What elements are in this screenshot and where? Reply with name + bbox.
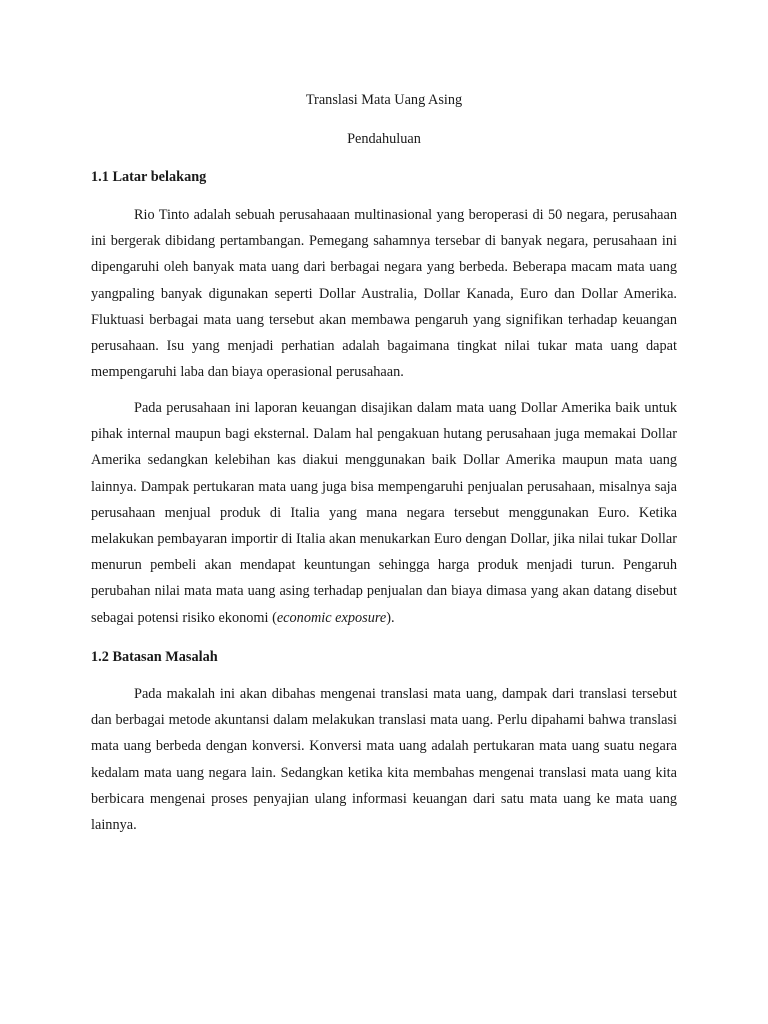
paragraph-italic-term: economic exposure: [276, 609, 387, 626]
paragraph-rio-tinto: Rio Tinto adalah sebuah perusahaaan multinasional yang beroperasi di 50 negara, perusahaan ini bergerak dibidang pertambangan. Pemegang sahamnya tersebar di banyak negara, perusahaan ini dipengaruhi oleh banyak mata uang dari berbagai negara yang berbeda. Beberapa macam mata uang yangpaling banyak digunakan seperti Dollar Australia, Dollar Kanada, Euro dan Dollar Amerika. Fluktuasi berbagai mata uang tersebut akan membawa pengaruh yang signifikan terhadap keuangan perusahaan. Isu yang menjadi perhatian adalah bagaimana tingkat nilai tukar mata uang dapat mempengaruhi laba dan biaya operasional perusahaan.: [91, 207, 677, 381]
section-heading-batasan-masalah: 1.2 Batasan Masalah: [91, 649, 218, 665]
paragraph-text: Pada perusahaan ini laporan keuangan disajikan dalam mata uang Dollar Amerika baik untuk pihak internal maupun bagi eksternal. Dalam hal pengakuan hutang perusahaan juga memakai Dollar Amerika sedangkan kelebihan kas diakui menggunakan baik Dollar Amerika maupun mata uang lainnya. Dampak pertukaran mata uang juga bisa mempengaruhi penjualan perusahaan, misalnya saja perusahaan menjual produk di Italia yang mana negara tersebut menggunakan Euro. Ketika melakukan pembayaran importir di Italia akan menukarkan Euro dengan Dollar, jika nilai tukar Dollar menurun pembeli akan mendapat keuntungan sehingga harga produk menjadi turun. Pengaruh perubahan nilai mata mata uang asing terhadap penjualan dan biaya dimasa yang akan datang disebut sebagai potensi risiko ekonomi (: [91, 400, 677, 626]
document-subtitle: Pendahuluan: [347, 131, 421, 147]
paragraph-text-end: ).: [386, 609, 395, 626]
document-title: Translasi Mata Uang Asing: [305, 92, 463, 108]
section-heading-latar-belakang: 1.1 Latar belakang: [91, 169, 207, 185]
paragraph-makalah: Pada makalah ini akan dibahas mengenai translasi mata uang, dampak dari translasi tersebut dan berbagai metode akuntansi dalam melakukan translasi mata uang. Perlu dipahami bahwa translasi mata uang berbeda dengan konversi. Konversi mata uang adalah pertukaran mata uang suatu negara kedalam mata uang negara lain. Sedangkan ketika kita membahas mengenai translasi mata uang kita berbicara mengenai proses penyajian ulang informasi keuangan dari satu mata uang ke mata uang lainnya.: [91, 686, 677, 834]
paragraph-laporan-keuangan: [91, 395, 677, 631]
